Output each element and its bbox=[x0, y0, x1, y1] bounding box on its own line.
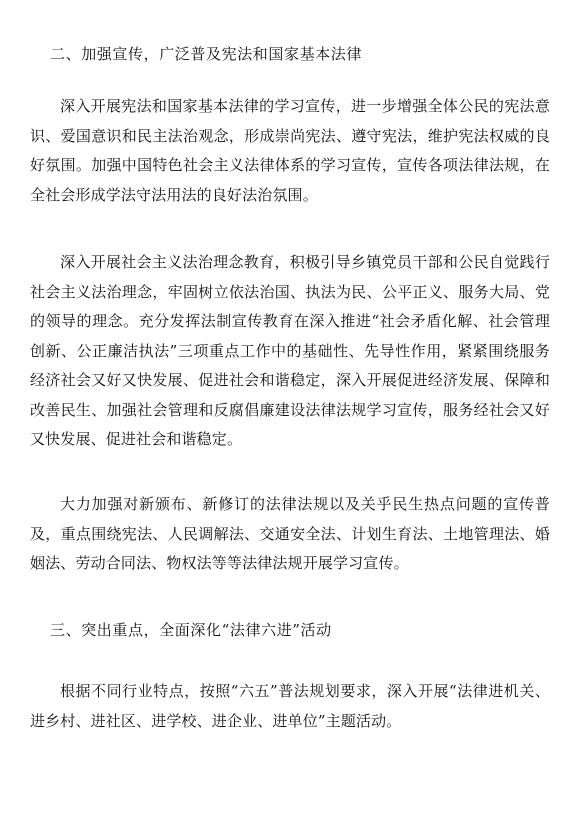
paragraph-rule-of-law-education: 深入开展社会主义法治理念教育，积极引导乡镇党员干部和公民自觉践行社会主义法治理念，牢固树立依法治国、执法为民、公平正义、服务大局、党的领导的理念。充分发挥法制宣传教育在深入推进“社会矛盾化解、社会管理创新、公正廉洁执法”三项重点工作中的基础性、先导性作用，紧紧围绕服务经济社会又好又快发展、促进社会和谐稳定，深入开展促进经济发展、保障和改善民生、加强社会管理和反腐倡廉建设法律法规学习宣传，服务经社会又好又快发展、促进社会和谐稳定。 bbox=[30, 253, 550, 448]
section-heading-2: 二、加强宣传，广泛普及宪法和国家基本法律 bbox=[50, 45, 363, 63]
section-heading-3: 三、突出重点，全面深化“法律六进”活动 bbox=[50, 621, 332, 639]
paragraph-six-entries-activity: 根据不同行业特点，按照“六五”普法规划要求，深入开展“法律进机关、进乡村、进社区、进学校、进企业、进单位”主题活动。 bbox=[30, 682, 550, 730]
paragraph-new-laws-promotion: 大力加强对新颁布、新修订的法律法规以及关乎民生热点问题的宣传普及，重点围绕宪法、人民调解法、交通安全法、计划生育法、土地管理法、婚姻法、劳动合同法、物权法等等法律法规开展学习宣传。 bbox=[30, 495, 550, 572]
paragraph-constitution-study: 深入开展宪法和国家基本法律的学习宣传，进一步增强全体公民的宪法意识、爱国意识和民主法治观念，形成崇尚宪法、遵守宪法，维护宪法权威的良好氛围。加强中国特色社会主义法律体系的学习宣传，宣传各项法律法规，在全社会形成学法守法用法的良好法治氛围。 bbox=[30, 97, 550, 204]
